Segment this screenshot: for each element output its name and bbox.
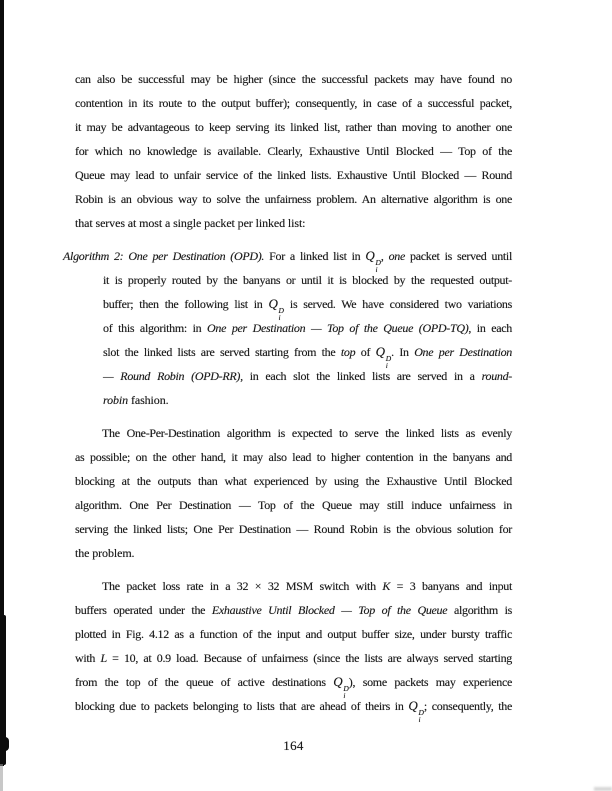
text-line: robin fashion. — [103, 393, 169, 407]
paragraph — [63, 244, 513, 412]
math-symbol-queue-of-destinations: Q D i — [333, 674, 349, 700]
text-block — [63, 67, 513, 724]
text-line: serving the linked lists; One Per Destination — Round Robin is the obvious solution for — [75, 522, 512, 536]
paragraph — [75, 67, 512, 235]
text-line: contention in its route to the output buffer); consequently, in case of a successful packet, — [75, 96, 512, 110]
text-line: for which no knowledge is available. Clearly, Exhaustive Until Blocked — Top of the — [75, 144, 512, 158]
text-line: algorithm. One Per Destination — Top of the Queue may still induce unfairness in — [75, 498, 512, 512]
text-line: the problem. — [75, 546, 135, 560]
text-line: buffers operated under the Exhaustive Until Blocked — Top of the Queue algorithm is — [75, 603, 512, 617]
text-line: The packet loss rate in a 32 × 32 MSM switch with K = 3 banyans and input — [102, 579, 513, 593]
math-symbol-queue-of-destinations: Q D i — [268, 296, 284, 322]
text-line: it may be advantageous to keep serving its linked list, rather than moving to another one — [75, 120, 512, 134]
text-line: from the top of the queue of active destinations Q D i ), some packets may experience — [75, 670, 512, 694]
text-line: blocking at the outputs than what experienced by using the Exhaustive Until Blocked — [75, 474, 512, 488]
text-line: that serves at most a single packet per linked list: — [75, 216, 306, 230]
text-line: slot the linked lists are served starting from the top of Q D i . In One per Destination — [103, 340, 512, 364]
math-symbol-queue-of-destinations: Q D i — [408, 698, 424, 724]
text-line: blocking due to packets belonging to lists that are ahead of theirs in Q D i ; consequently, the — [75, 694, 512, 718]
text-line: as possible; on the other hand, it may also lead to higher contention in the banyans and — [75, 450, 512, 464]
text-line: Robin is an obvious way to solve the unfairness problem. An alternative algorithm is one — [75, 192, 512, 206]
text-line: buffer; then the following list in Q D i is served. We have considered two variations — [103, 292, 512, 316]
page-number: 164 — [283, 738, 304, 753]
text-line: The One-Per-Destination algorithm is expected to serve the linked lists as evenly — [102, 426, 512, 440]
scan-artifact-corner-smudge — [594, 787, 612, 791]
math-symbol-queue-of-destinations: Q D i — [365, 248, 381, 274]
text-line: Algorithm 2: One per Destination (OPD). For a linked list in Q D i , one packet is served until — [63, 244, 512, 268]
text-line: — Round Robin (OPD-RR), in each slot the linked lists are served in a round- — [103, 369, 512, 383]
paragraph — [75, 421, 512, 565]
scan-artifact-left-blob — [0, 737, 9, 751]
text-line: Queue may lead to unfair service of the linked lists. Exhaustive Until Blocked — Round — [75, 168, 512, 182]
math-symbol-queue-of-destinations: Q D i — [375, 344, 392, 370]
paragraph — [75, 574, 513, 724]
text-line: can also be successful may be higher (since the successful packets may have found no — [75, 72, 512, 86]
scan-artifact-left-fade — [0, 764, 3, 791]
text-line: it is properly routed by the banyans or until it is blocked by the requested output- — [103, 273, 512, 287]
text-line: with L = 10, at 0.9 load. Because of unfairness (since the lists are always served starting — [75, 651, 512, 665]
text-line: plotted in Fig. 4.12 as a function of the input and output buffer size, under bursty traffic — [75, 627, 512, 641]
text-line: of this algorithm: in One per Destination — Top of the Queue (OPD-TQ), in each — [103, 321, 513, 335]
